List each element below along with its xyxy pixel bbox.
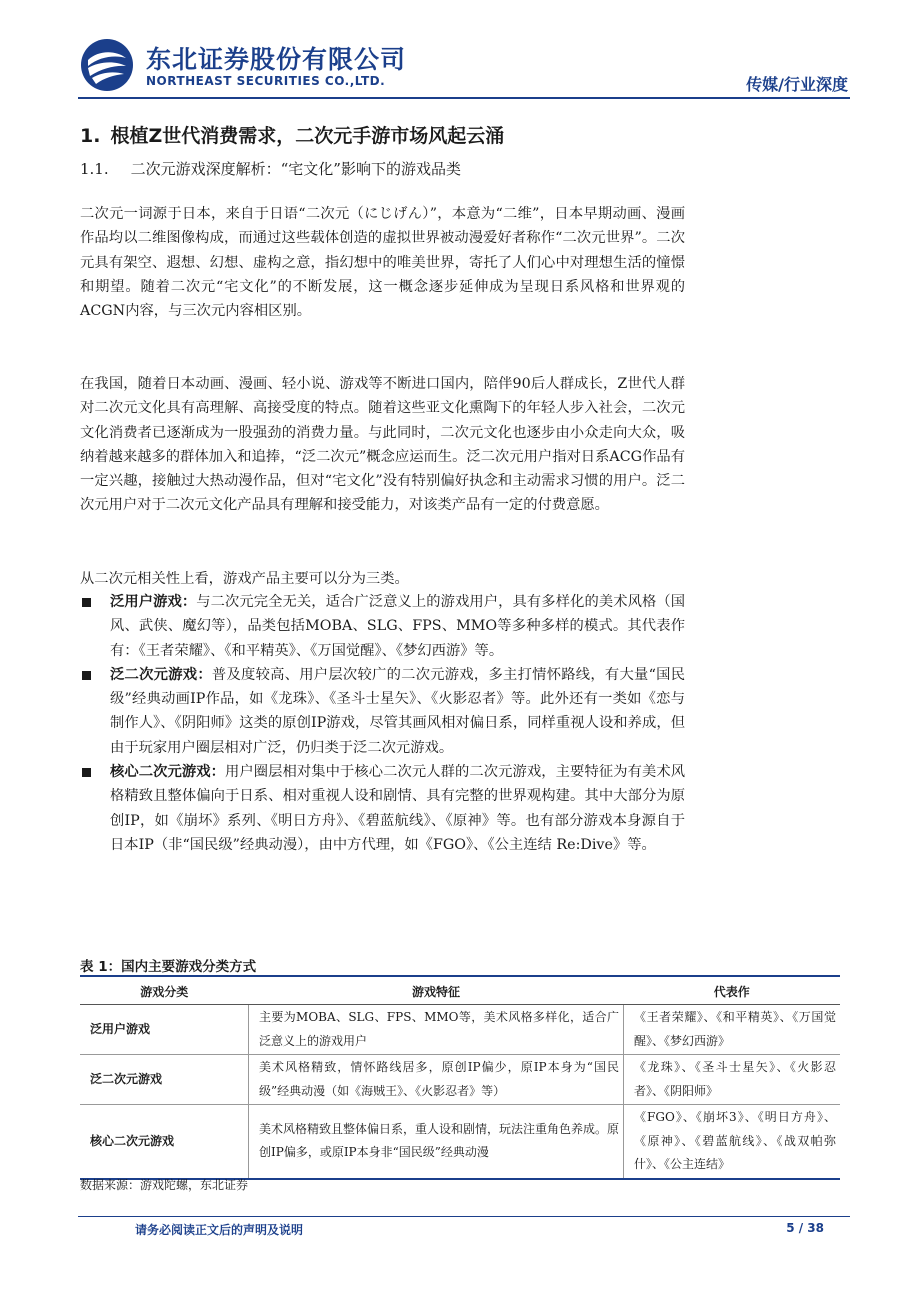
section-heading (80, 121, 504, 148)
bullet-text: 与二次元完全无关，适合广泛意义上的游戏用户，具有多样化的美术风格（国风、武侠、魔幻等），品类包括MOBA、SLG、FPS、MMO等多种多样的模式。其代表作有：《王者荣耀》、《和平精英》、《万国觉醒》、《梦幻西游》等。 (110, 594, 685, 659)
table-cell-category: 泛二次元游戏 (80, 1055, 249, 1105)
table-header: 游戏特征 (249, 978, 624, 1005)
subsection-number: 1.1. (80, 160, 109, 178)
section-number: 1. (80, 125, 101, 147)
table-cell-works: 《FGO》、《崩坏3》、《明日方舟》、《原神》、《碧蓝航线》、《战双帕弥什》、《公主连结》 (624, 1105, 841, 1179)
northeast-securities-logo-icon (80, 38, 134, 92)
table-cell-feature: 美术风格精致且整体偏日系，重人设和剧情，玩法注重角色养成。原创IP偏多，或原IP本身非“国民级”经典动漫 (249, 1105, 624, 1179)
bullet-item (80, 590, 685, 663)
table-header-row (80, 978, 840, 1005)
table-cell-category: 泛用户游戏 (80, 1005, 249, 1055)
section-title: 根植Z世代消费需求，二次元手游市场风起云涌 (110, 125, 505, 147)
bullet-lead: 泛用户游戏： (110, 594, 197, 610)
table-title: 表 1：国内主要游戏分类方式 (80, 959, 257, 975)
bullet-list (80, 590, 685, 857)
table-header: 代表作 (624, 978, 841, 1005)
table-row (80, 1005, 840, 1055)
table-cell-category: 核心二次元游戏 (80, 1105, 249, 1179)
table-cell-works: 《龙珠》、《圣斗士星矢》、《火影忍者》、《阴阳师》 (624, 1055, 841, 1105)
footer-divider (78, 1216, 850, 1217)
bullet-text: 用户圈层相对集中于核心二次元人群的二次元游戏，主要特征为有美术风格精致且整体偏向于日系、相对重视人设和剧情、具有完整的世界观构建。其中大部分为原创IP，如《崩坏》系列、《明日方舟》、《碧蓝航线》、《原神》等。也有部分游戏本身源自于日本IP（非“国民级”经典动漫），由中方代理，如《FGO》、《公主连结 Re:Dive》等。 (110, 764, 685, 853)
square-bullet-icon (82, 598, 91, 607)
subsection-heading (80, 158, 461, 179)
bullet-item (80, 663, 685, 760)
table-cell-feature: 主要为MOBA、SLG、FPS、MMO等，美术风格多样化，适合广泛意义上的游戏用户 (249, 1005, 624, 1055)
header-divider (78, 97, 850, 99)
table-cell-works: 《王者荣耀》、《和平精英》、《万国觉醒》、《梦幻西游》 (624, 1005, 841, 1055)
game-classification-table (80, 978, 840, 1180)
table-top-rule (80, 975, 840, 977)
bullet-text: 普及度较高、用户层次较广的二次元游戏，多主打情怀路线，有大量“国民级”经典动画IP作品，如《龙珠》、《圣斗士星矢》、《火影忍者》等。此外还有一类如《恋与制作人》、《阴阳师》这类的原创IP游戏，尽管其画风相对偏日系，同样重视人设和养成，但由于玩家用户圈层相对广泛，仍归类于泛二次元游戏。 (110, 666, 686, 756)
table-header: 游戏分类 (80, 978, 249, 1005)
bullet-lead: 泛二次元游戏： (110, 666, 212, 683)
table-cell-feature: 美术风格精致，情怀路线居多，原创IP偏少，原IP本身为“国民级”经典动漫（如《海贼王》、《火影忍者》等） (249, 1055, 624, 1105)
footer-disclaimer: 请务必阅读正文后的声明及说明 (135, 1223, 304, 1237)
bullet-item (80, 760, 685, 857)
table-source: 数据来源：游戏陀螺，东北证券 (80, 1178, 249, 1192)
paragraph-3: 从二次元相关性上看，游戏产品主要可以分为三类。 (80, 571, 409, 587)
table-row (80, 1055, 840, 1105)
paragraph-2: 在我国，随着日本动画、漫画、轻小说、游戏等不断进口国内，陪伴90后人群成长，Z世代人群对二次元文化具有高理解、高接受度的特点。随着这些亚文化熏陶下的年轻人步入社会，二次元文化消费者已逐渐成为一股强劲的消费力量。与此同时，二次元文化也逐步由小众走向大众，吸纳着越来越多的群体加入和追捧，“泛二次元”概念应运而生。泛二次元用户指对日系ACG作品有一定兴趣，接触过大热动漫作品，但对“宅文化”没有特别偏好执念和主动需求习惯的用户。泛二次元用户对于二次元文化产品具有理解和接受能力，对该类产品有一定的付费意愿。 (80, 376, 685, 514)
report-category-tag: 传媒/行业深度 (746, 75, 848, 94)
subsection-title: 二次元游戏深度解析：“宅文化”影响下的游戏品类 (130, 160, 461, 178)
table-row (80, 1105, 840, 1179)
bullet-lead: 核心二次元游戏： (110, 764, 226, 781)
company-name-cn: 东北证券股份有限公司 (146, 45, 407, 74)
company-name-en: NORTHEAST SECURITIES CO.,LTD. (146, 74, 386, 88)
paragraph-1: 二次元一词源于日本，来自于日语“二次元（にじげん）”，本意为“二维”，日本早期动画、漫画作品均以二维图像构成，而通过这些载体创造的虚拟世界被动漫爱好者称作“二次元世界”。二次元具有架空、遐想、幻想、虚构之意，指幻想中的唯美世界，寄托了人们心中对理想生活的憧憬和期望。随着二次元“宅文化”的不断发展，这一概念逐步延伸成为呈现日系风格和世界观的ACGN内容，与三次元内容相区别。 (80, 206, 685, 320)
page-number: 5 / 38 (786, 1221, 824, 1235)
square-bullet-icon (82, 671, 91, 680)
square-bullet-icon (82, 768, 91, 777)
